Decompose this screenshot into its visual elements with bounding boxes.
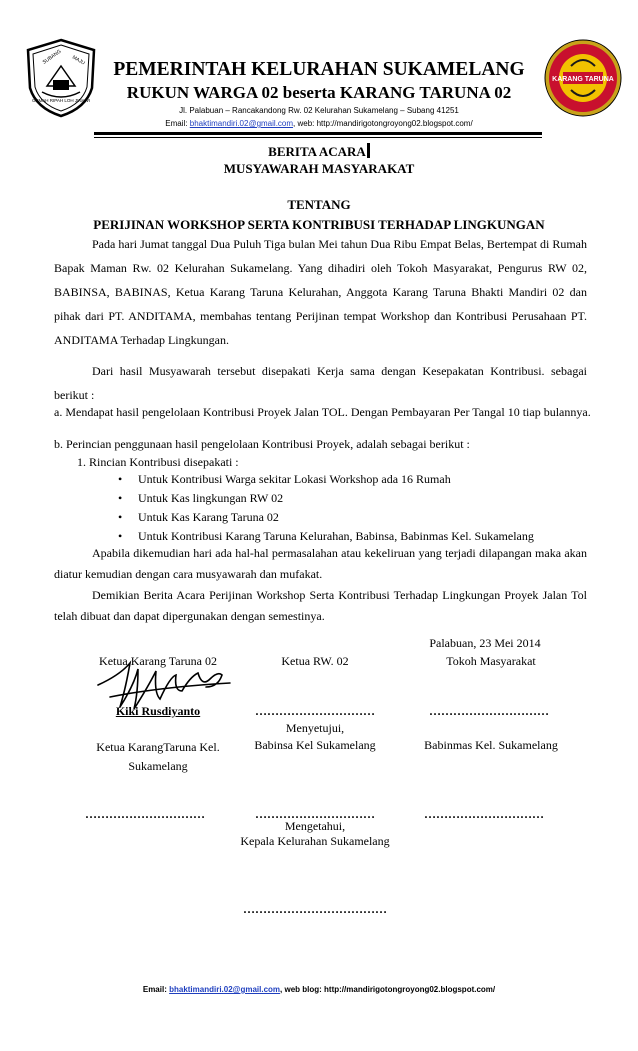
footer-web-text: , web blog: http://mandirigotongroyong02.blogspot.com/: [280, 985, 496, 994]
signer-role-kepala-kelurahan: Kepala Kelurahan Sukamelang: [240, 834, 390, 848]
document-subtitle: MUSYAWARAH MASYARAKAT: [223, 161, 415, 176]
bullet-item: [118, 529, 534, 544]
header-divider-thick: [94, 132, 542, 135]
paragraph-opening: Pada hari Jumat tanggal Dua Puluh Tiga bulan Mei tahun Dua Ribu Empat Belas, Bertempat di Rumah Bapak Maman Rw. 02 Kelurahan Sukamelang. Yang dihadiri oleh Tokoh Masyarakat, Pengurus RW 02, BABINSA, BABINAS, Ketua Karang Taruna Kelurahan, Anggota Karang Taruna Bhakti Mandiri 02 dan pihak dari PT. ANDITAMA, membahas tentang Perijinan tempat Workshop dan Kontribusi Perusahaan PT. ANDITAMA Terhadap Lingkungan.: [54, 237, 587, 347]
bullet-item: [118, 510, 279, 525]
bullet-item: [118, 491, 283, 506]
bullet-text: Untuk Kas Karang Taruna 02: [138, 510, 279, 524]
bullet-item: [118, 472, 451, 487]
paragraph-dispute: Apabila dikemudian hari ada hal-hal permasalahan atau kekeliruan yang terjadi dilapangan maka akan diatur kemudian dengan cara musyawarah dan mufakat.: [54, 546, 587, 581]
document-title-text: BERITA ACARA: [268, 144, 366, 159]
signature-line-karang-taruna-kel: …………………………: [85, 807, 205, 821]
signer-role-tokoh-masyarakat: Tokoh Masyarakat: [446, 654, 536, 668]
bullet-text: Untuk Kas lingkungan RW 02: [138, 491, 284, 505]
email-label: Email:: [165, 119, 190, 128]
signature-line-rw: …………………………: [255, 704, 375, 718]
svg-text:SUBANG: SUBANG: [41, 48, 63, 66]
email-link[interactable]: bhaktimandiri.02@gmail.com: [189, 119, 294, 128]
footer-email-label: Email:: [142, 985, 170, 994]
bullet-icon: •: [118, 529, 123, 543]
footer-contact: [0, 985, 638, 994]
document-title: [0, 143, 638, 160]
paragraph-agreement: Dari hasil Musyawarah tersebut disepakati Kerja sama dengan Kesepakatan Kontribusi. sebagai berikut :: [54, 364, 587, 402]
acknowledgement-label: Mengetahui,: [284, 819, 346, 833]
header-address: Jl. Palabuan – Rancakandong Rw. 02 Kelurahan Sukamelang – Subang 41251: [179, 106, 459, 115]
signature-line-babinmas: …………………………: [424, 807, 544, 821]
bullet-icon: •: [118, 472, 123, 486]
svg-text:MAJU: MAJU: [71, 54, 86, 67]
header-government-name: PEMERINTAH KELURAHAN SUKAMELANG: [113, 59, 525, 80]
signer-role-babinsa: Babinsa Kel Sukamelang: [254, 738, 376, 752]
signature-line-kepala: ………………………………: [243, 902, 387, 916]
bullet-icon: •: [118, 491, 123, 505]
paragraph-closing: Demikian Berita Acara Perijinan Workshop Serta Kontribusi Terhadap Lingkungan Proyek Jalan Tol telah dibuat dan dapat dipergunakan dengan semestinya.: [54, 588, 587, 623]
text-cursor: [367, 143, 370, 158]
svg-text:KARANG TARUNA: KARANG TARUNA: [552, 76, 614, 83]
signing-date: Palabuan, 23 Mei 2014: [429, 636, 541, 650]
signature-line-babinsa: …………………………: [255, 807, 375, 821]
bullet-icon: •: [118, 510, 123, 524]
footer-email-link[interactable]: bhaktimandiri.02@gmail.com: [169, 985, 281, 994]
web-text: , web: http://mandirigotongroyong02.blogspot.com/: [293, 119, 473, 128]
signer-role-karang-taruna-02: Ketua Karang Taruna 02: [99, 654, 217, 668]
signer-name-kiki-rusdiyanto: Kiki Rusdiyanto: [115, 704, 201, 718]
about-label: TENTANG: [287, 197, 351, 212]
header-contact: [0, 119, 638, 128]
header-organization-name: RUKUN WARGA 02 beserta KARANG TARUNA 02: [126, 83, 512, 102]
signer-role-babinmas: Babinmas Kel. Sukamelang: [424, 738, 558, 752]
bullet-text: Untuk Kontribusi Karang Taruna Kelurahan, Babinsa, Babinmas Kel. Sukamelang: [138, 529, 534, 543]
signer-role-ketua-rw: Ketua RW. 02: [281, 654, 349, 668]
list-item-b: b. Perincian penggunaan hasil pengelolaan Kontribusi Proyek, adalah sebagai berikut :: [54, 437, 470, 451]
list-item-a: a. Mendapat hasil pengelolaan Kontribusi Proyek Jalan TOL. Dengan Pembayaran Per Tangal 10 tiap bulannya.: [54, 405, 591, 419]
signature-line-tokoh: …………………………: [429, 704, 549, 718]
sub-list-item-1: 1. Rincian Kontribusi disepakati :: [77, 455, 239, 469]
signer-role-karang-taruna-kel: Ketua KarangTaruna Kel. Sukamelang: [96, 740, 220, 773]
document-subject: PERIJINAN WORKSHOP SERTA KONTRIBUSI TERHADAP LINGKUNGAN: [93, 217, 545, 232]
approval-label: Menyetujui,: [285, 721, 345, 735]
header-divider-thin: [94, 137, 542, 138]
bullet-text: Untuk Kontribusi Warga sekitar Lokasi Workshop ada 16 Rumah: [138, 472, 451, 486]
svg-text:GEMAH RIPAH LOH JINAWI: GEMAH RIPAH LOH JINAWI: [31, 98, 91, 103]
